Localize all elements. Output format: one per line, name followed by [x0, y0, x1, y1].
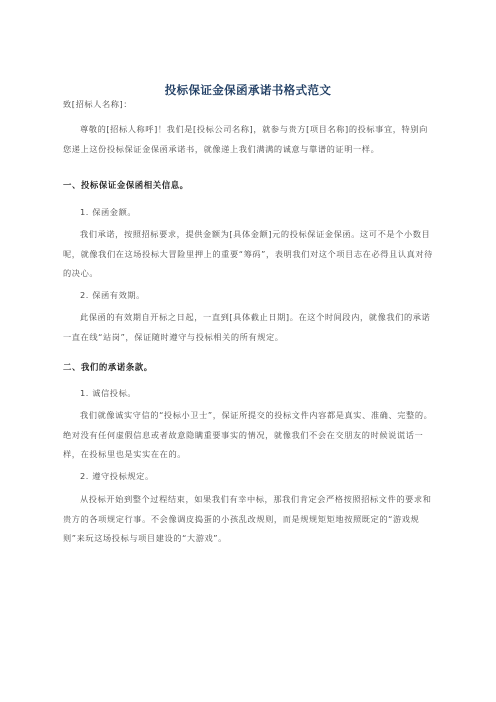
section2-item2-text: 从投标开始到整个过程结束，如果我们有幸中标，那我们肯定会严格按照招标文件的要求和贵方的各项规定行事。不会像调皮捣蛋的小孩乱改规则，而是规规矩矩地按照既定的“游戏规则”来玩这场投标与项目建设的“大游戏”。 — [63, 494, 432, 543]
section2-heading: 二、我们的承诺条款。 — [63, 362, 153, 372]
section2-item1-label: 1. 诚信投标。 — [80, 388, 137, 398]
intro-paragraph: 尊敬的[招标人称呼]！我们是[投标公司名称]，就参与贵方[项目名称]的投标事宜，特别向您递上这份投标保证金保函承诺书，就像递上我们满满的诚意与靠谱的证明一样。 — [63, 124, 428, 154]
section1-item1-text: 我们承诺，按照招标要求，提供金额为[具体金额]元的投标保证金保函。这可不是个小数目呢，就像我们在这场投标大冒险里押上的重要“筹码”，表明我们对这个项目志在必得且认真对待的决心。 — [63, 229, 433, 278]
section2-item1-text: 我们就像诚实守信的“投标小卫士”，保证所提交的投标文件内容都是真实、准确、完整的。绝对没有任何虚假信息或者故意隐瞒重要事实的情况，就像我们不会在交朋友的时候说谎话一样，在投标里也是实实在在的。 — [63, 410, 433, 459]
section1-item2-label: 2. 保函有效期。 — [80, 290, 145, 300]
section1-item1-label: 1. 保函金额。 — [80, 207, 137, 217]
section1-heading: 一、投标保证金保函相关信息。 — [63, 180, 189, 190]
salutation: 致[招标人名称]： — [63, 99, 133, 109]
section1-item2-text: 此保函的有效期自开标之日起，一直到[具体截止日期]。在这个时间段内，就像我们的承诺一直在线“站岗”，保证随时遵守与投标相关的所有规定。 — [63, 312, 431, 342]
section2-item2-label: 2. 遵守投标规定。 — [80, 471, 154, 481]
document-title: 投标保证金保函承诺书格式范文 — [164, 83, 332, 97]
